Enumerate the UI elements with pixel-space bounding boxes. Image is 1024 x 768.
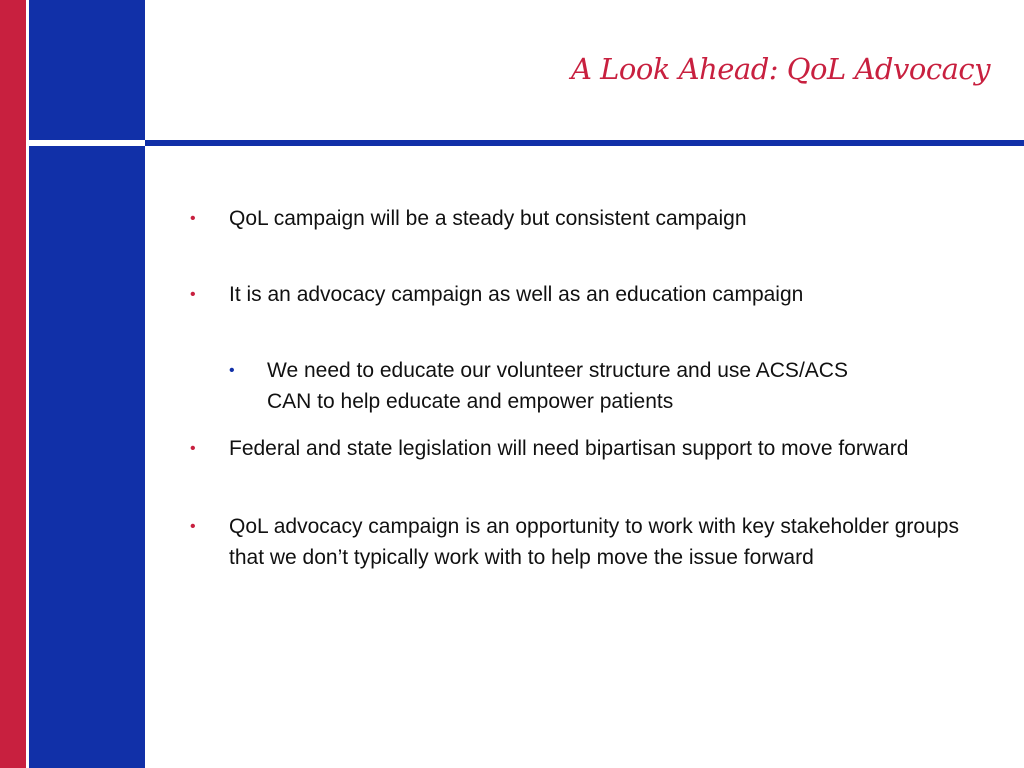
bullet-marker: • [190, 518, 196, 535]
header-rule-white-segment [29, 140, 145, 146]
bullet-text: QoL advocacy campaign is an opportunity to work with key stakeholder groups that we don’t typically work with to help move the issue forward [229, 515, 959, 569]
slide-title: A Look Ahead: QoL Advocacy [571, 52, 990, 86]
bullet-text: Federal and state legislation will need bipartisan support to move forward [229, 437, 909, 460]
bullet-text: QoL campaign will be a steady but consistent campaign [229, 207, 747, 230]
bullet-marker: • [190, 286, 196, 303]
left-red-stripe [0, 0, 26, 768]
bullet-marker: • [190, 440, 196, 457]
bullet-marker: • [190, 210, 196, 227]
left-blue-stripe [29, 0, 145, 768]
header-rule [145, 140, 1024, 146]
sub-bullet-text: We need to educate our volunteer structure and use ACS/ACS CAN to help educate and empower patients [267, 359, 848, 413]
sub-bullet-marker: • [229, 362, 235, 379]
bullet-text: It is an advocacy campaign as well as an education campaign [229, 283, 804, 306]
